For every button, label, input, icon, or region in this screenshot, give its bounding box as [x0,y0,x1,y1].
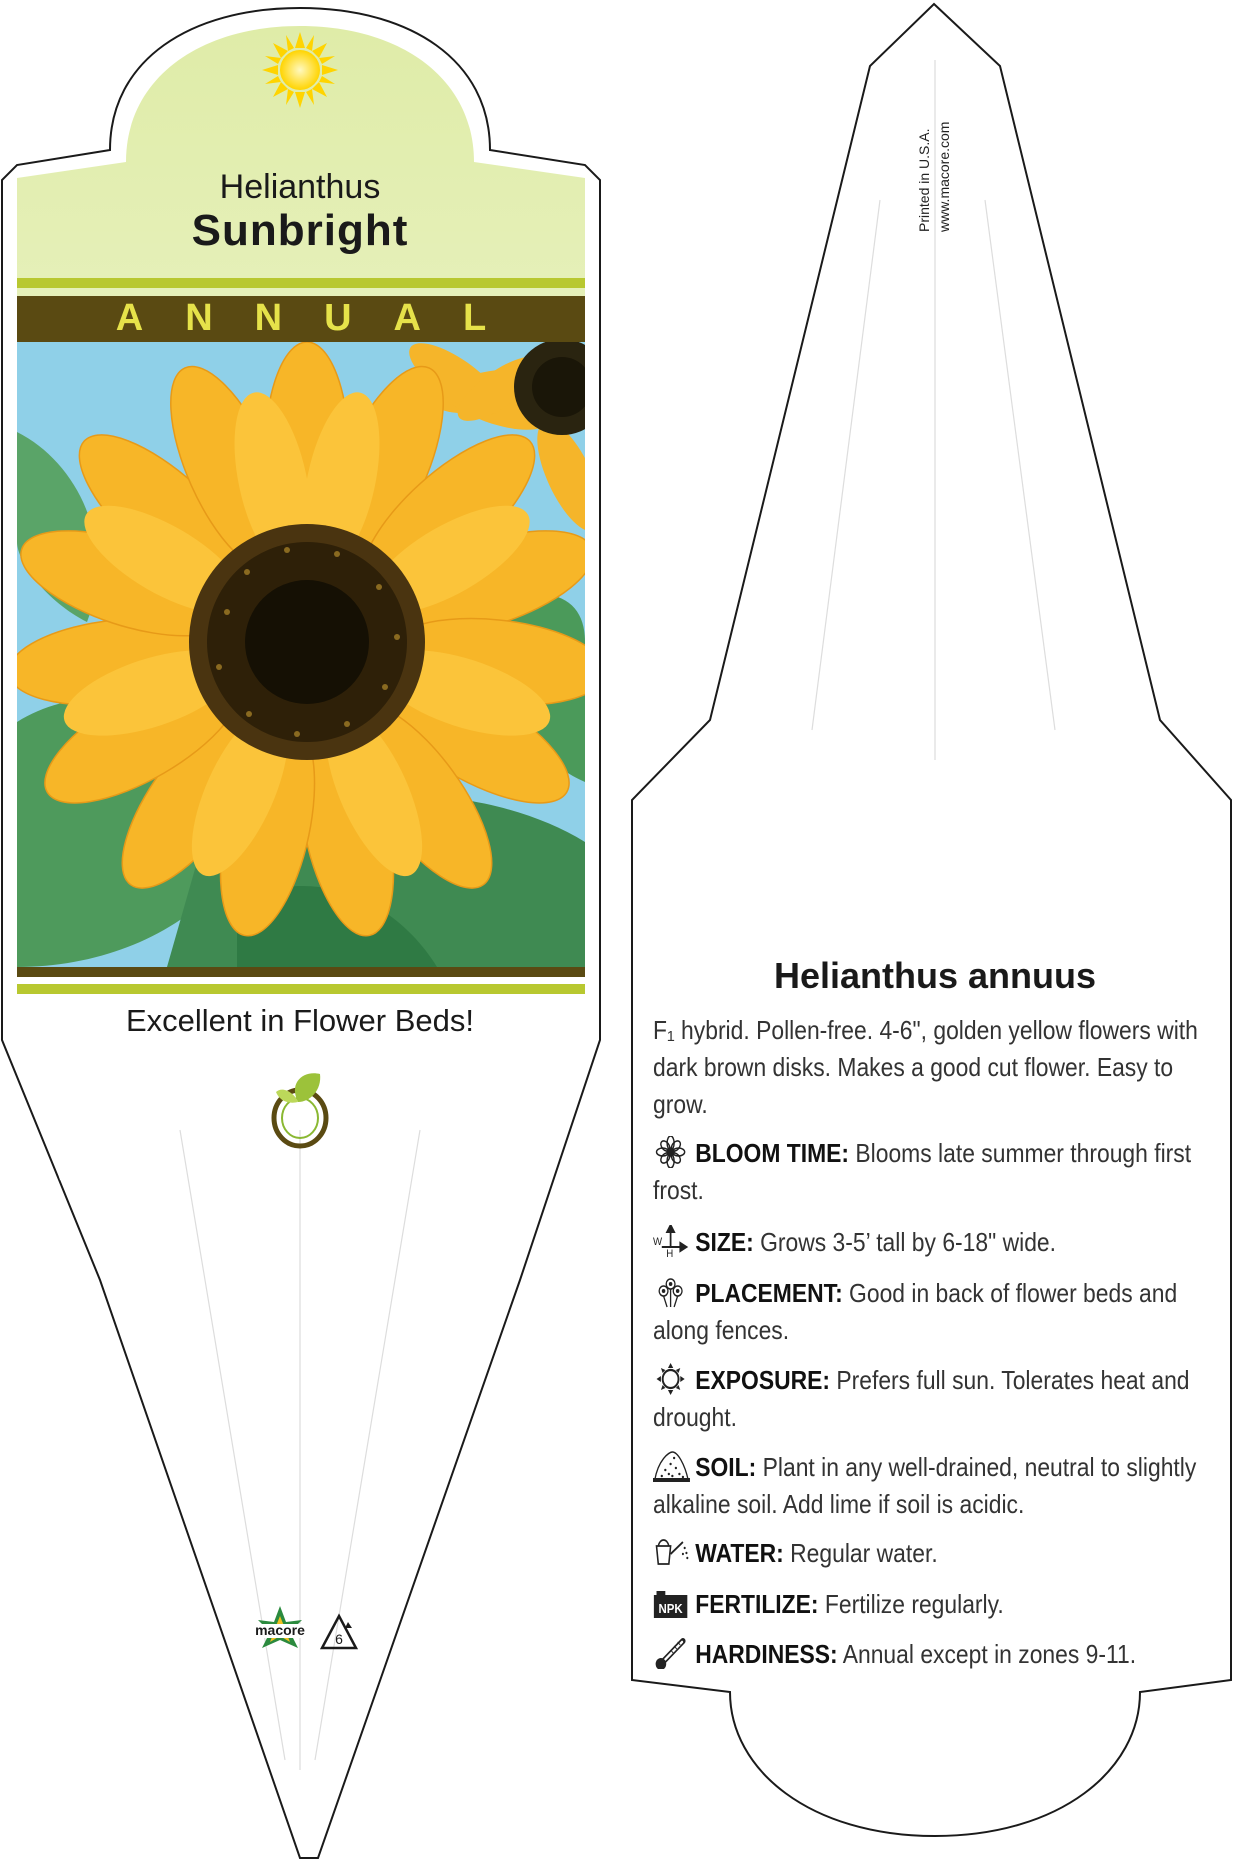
npk-icon [653,1587,692,1619]
hardiness-label: HARDINESS: [695,1639,838,1669]
exposure-label: EXPOSURE: [695,1365,831,1395]
bloom-time-text: Blooms late summer through first frost. [653,1138,1192,1205]
exposure-text: Prefers full sun. Tolerates heat and drought. [653,1365,1190,1432]
size-label: SIZE: [695,1227,754,1257]
category-label: ANNUAL [115,297,529,339]
size-text: Grows 3-5’ tall by 6-18" wide. [753,1227,1057,1257]
watering-can-icon [653,1536,692,1568]
recycle-6-icon [318,1612,360,1654]
photo-divider-light [17,984,585,994]
flower-icon [653,1136,692,1168]
plant-genus: Helianthus [219,168,381,206]
care-size [653,1224,1216,1261]
care-exposure [653,1362,1216,1436]
water-text: Regular water. [783,1538,938,1568]
care-hardiness [653,1636,1216,1673]
npk-text: NPK [658,1601,683,1617]
sunflower-photo [17,342,585,967]
bloom-time-label: BLOOM TIME: [695,1138,850,1168]
macore-wordmark: macore [255,1622,305,1638]
soil-text: Plant in any well-drained, neutral to slightly alkaline soil. Add lime if soil is acidic. [653,1452,1197,1519]
tagline: Excellent in Flower Beds! [125,1003,475,1038]
thermometer-icon [653,1637,692,1669]
care-bloom-time [653,1135,1216,1209]
soil-label: SOIL: [695,1452,757,1482]
plants-icon [653,1276,692,1308]
website: www.macore.com [936,121,952,232]
water-label: WATER: [695,1538,784,1568]
printed-info [908,100,952,240]
sun-top-icon [262,32,338,108]
size-w-letter: W [653,1236,663,1249]
hardiness-text: Annual except in zones 9-11. [837,1639,1137,1669]
fertilize-text: Fertilize regularly. [818,1589,1004,1619]
soil-icon [653,1450,692,1482]
care-placement [653,1275,1216,1349]
size-arrows-icon [653,1225,692,1257]
scientific-name: Helianthus annuus [773,955,1097,996]
plant-variety: Sunbright [191,206,409,255]
care-fertilize [653,1586,1216,1623]
photo-divider-dark [17,967,585,977]
printed-in: Printed in U.S.A. [916,128,932,232]
care-soil [653,1449,1216,1523]
fertilize-label: FERTILIZE: [695,1589,819,1619]
placement-label: PLACEMENT: [695,1278,843,1308]
placement-text: Good in back of flower beds and along fences. [653,1278,1178,1345]
care-water [653,1535,1216,1572]
header-divider [17,278,585,288]
seed-sprout-icon [268,1068,334,1152]
recycle-code: 6 [335,1631,343,1647]
macore-logo [244,1604,316,1660]
sun-icon [653,1363,692,1395]
plant-description: F₁ hybrid. Pollen-free. 4-6", golden yellow flowers with dark brown disks. Makes a good cut flower. Easy to grow. [653,1015,1198,1119]
size-h-letter: H [666,1248,674,1257]
